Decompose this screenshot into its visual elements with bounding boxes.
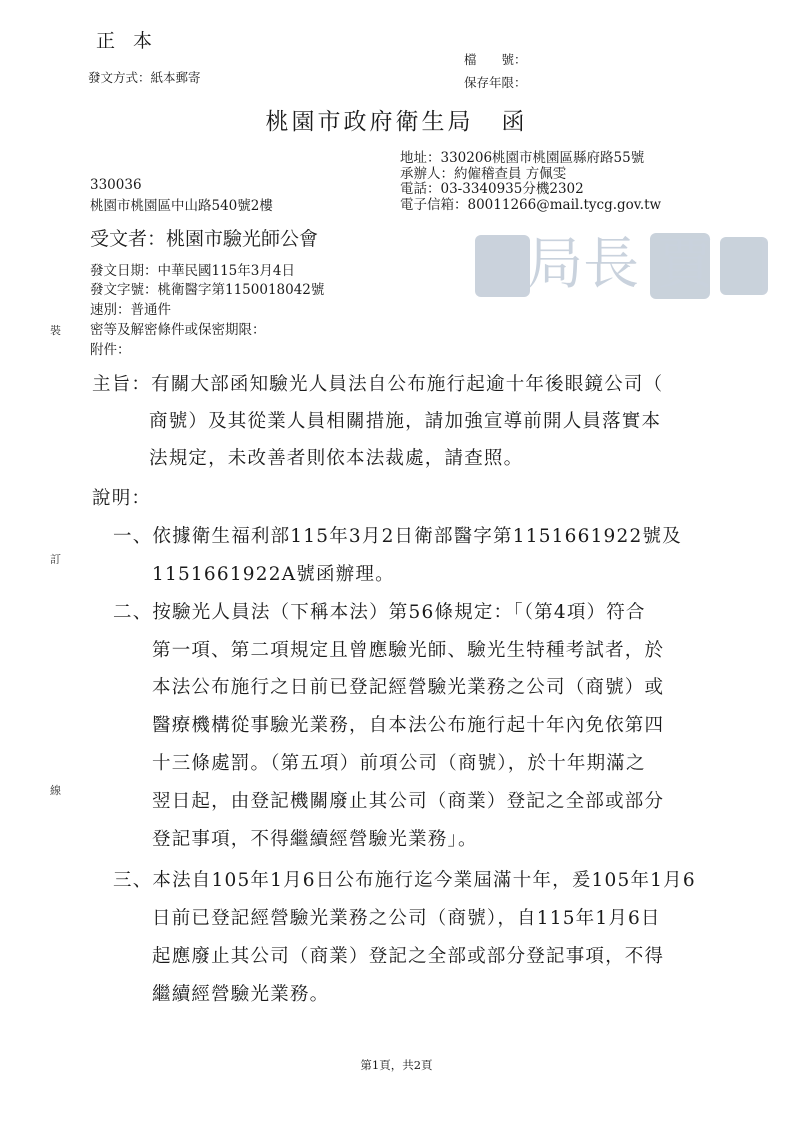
item-line: 日前已登記經營驗光業務之公司（商號），自115年1月6日 — [152, 908, 661, 929]
item-line: 二、按驗光人員法（下稱本法）第56條規定：「（第4項）符合 — [113, 602, 646, 623]
document-title — [0, 103, 793, 136]
item-line: 三、本法自105年1月6日公布施行迄今業屆滿十年，爰105年1月6 — [113, 870, 696, 891]
item-line: 起應廢止其公司（商業）登記之全部或部分登記事項，不得 — [152, 946, 665, 967]
dispatch-date: 發文日期：中華民國115年3月4日 — [90, 263, 295, 279]
seal-text: 局長 賈 — [527, 232, 713, 297]
page-number: 第1頁，共2頁 — [360, 1058, 433, 1072]
email: 電子信箱：80011266@mail.tycg.gov.tw — [400, 196, 662, 213]
binding-mark-top: 裝 — [50, 324, 61, 337]
explanation-label: 說明： — [92, 488, 152, 509]
retention-period: 保存年限： — [464, 75, 527, 90]
subject-line: 商號）及其從業人員相關措施，請加強宣導前開人員落實本 — [149, 411, 662, 432]
subject-line: 主旨：有關大部函知驗光人員法自公布施行起逾十年後眼鏡公司（ — [92, 374, 664, 395]
binding-mark-bottom: 線 — [50, 784, 61, 797]
dispatch-number: 發文字號：桃衛醫字第1150018042號 — [90, 282, 325, 298]
item-line: 醫療機構從事驗光業務，自本法公布施行起十年內免依第四 — [152, 715, 665, 736]
binding-mark-middle: 訂 — [50, 553, 61, 566]
subject-line: 法規定，未改善者則依本法裁處，請查照。 — [149, 448, 524, 469]
item-line: 繼續經營驗光業務。 — [152, 984, 330, 1005]
file-number: 檔 號： — [464, 52, 527, 67]
item-line: 本法公布施行之日前已登記經營驗光業務之公司（商號）或 — [152, 677, 665, 698]
item-line: 十三條處罰。（第五項）前項公司（商號），於十年期滿之 — [152, 753, 646, 774]
agency-name: 桃園市政府衛生局 — [265, 109, 474, 135]
attachment: 附件： — [90, 342, 131, 358]
item-line: 1151661922A號函辦理。 — [152, 564, 395, 585]
copy-label: 正 本 — [96, 30, 159, 52]
speed-class: 速別：普通件 — [90, 302, 171, 318]
item-line: 一、依據衛生福利部115年3月2日衛部醫字第1151661922號及 — [113, 526, 682, 547]
sender-address: 地址：330206桃園市桃園區縣府路55號 — [400, 150, 645, 166]
dispatch-method: 發文方式：紙本郵寄 — [88, 70, 201, 85]
recipient: 受文者：桃園市驗光師公會 — [90, 228, 319, 250]
handler: 承辦人：約僱稽查員 方佩雯 — [400, 165, 567, 182]
item-line: 翌日起，由登記機關廢止其公司（商業）登記之全部或部分 — [152, 791, 665, 812]
recipient-address: 桃園市桃園區中山路540號2樓 — [90, 198, 273, 214]
item-line: 登記事項，不得繼續經營驗光業務」。 — [152, 829, 478, 850]
contact-block — [400, 151, 661, 213]
director-seal — [470, 225, 770, 305]
item-line: 第一項、第二項規定且曾應驗光師、驗光生特種考試者，於 — [152, 640, 665, 661]
secrecy-level: 密等及解密條件或保密期限： — [90, 322, 266, 338]
recipient-zip: 330036 — [90, 177, 142, 193]
document-type: 函 — [501, 109, 528, 135]
phone: 電話：03-3340935分機2302 — [400, 181, 584, 197]
